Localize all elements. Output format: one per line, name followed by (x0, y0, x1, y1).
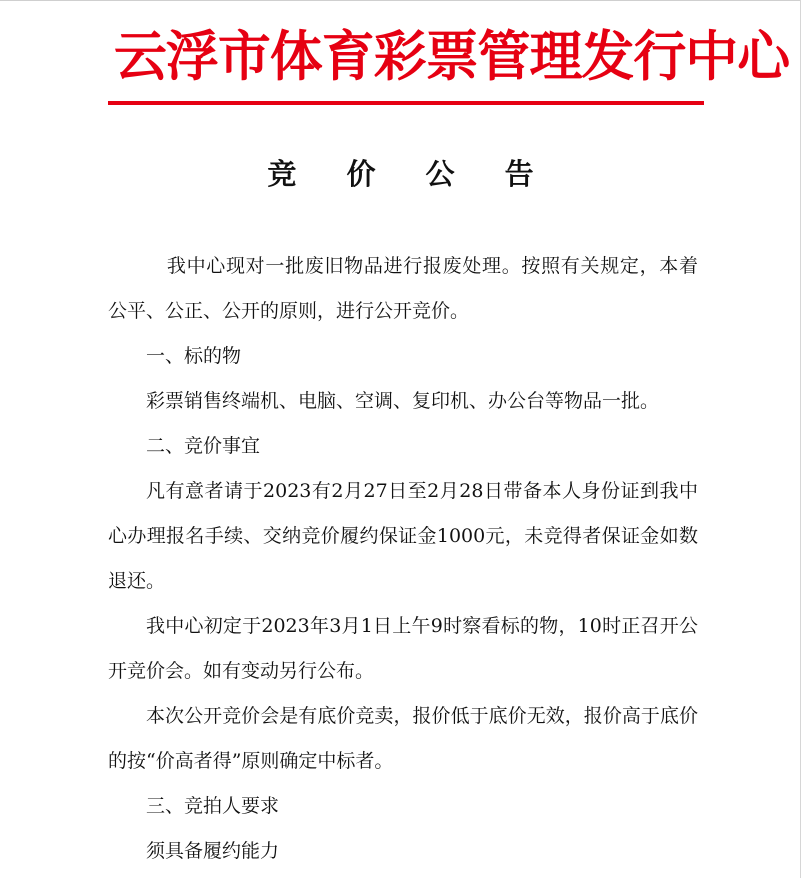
page-top-edge (0, 0, 801, 1)
paragraph-reserve-price: 本次公开竞价会是有底价竞卖，报价低于底价无效，报价高于底价的按“价高者得”原则确定中标者。 (108, 705, 698, 772)
letterhead (108, 18, 790, 94)
letterhead-organization-name: 云浮市体育彩票管理发行中心 (113, 24, 790, 88)
section-heading-bidder-requirements: 三、竞拍人要求 (146, 795, 280, 817)
letterhead-red-rule (108, 101, 704, 105)
paragraph-capability: 须具备履约能力 (146, 840, 280, 862)
paragraph-subject-items: 彩票销售终端机、电脑、空调、复印机、办公台等物品一批。 (146, 390, 660, 412)
paragraph-inspection-schedule: 我中心初定于2023年3月1日上午9时察看标的物，10时正召开公开竞价会。如有变动另行公布。 (108, 615, 698, 682)
section-heading-subject: 一、标的物 (146, 345, 242, 367)
document-title: 竞 价 公 告 (267, 157, 554, 191)
section-heading-bidding-matters: 二、竞价事宜 (146, 435, 261, 457)
paragraph-intro: 我中心现对一批废旧物品进行报废处理。按照有关规定，本着公平、公正、公开的原则，进行公开竞价。 (108, 255, 698, 322)
paragraph-registration: 凡有意者请于2023有2月27日至2月28日带备本人身份证到我中心办理报名手续、交纳竞价履约保证金1000元，未竞得者保证金如数退还。 (108, 480, 698, 592)
document-body (108, 244, 698, 874)
